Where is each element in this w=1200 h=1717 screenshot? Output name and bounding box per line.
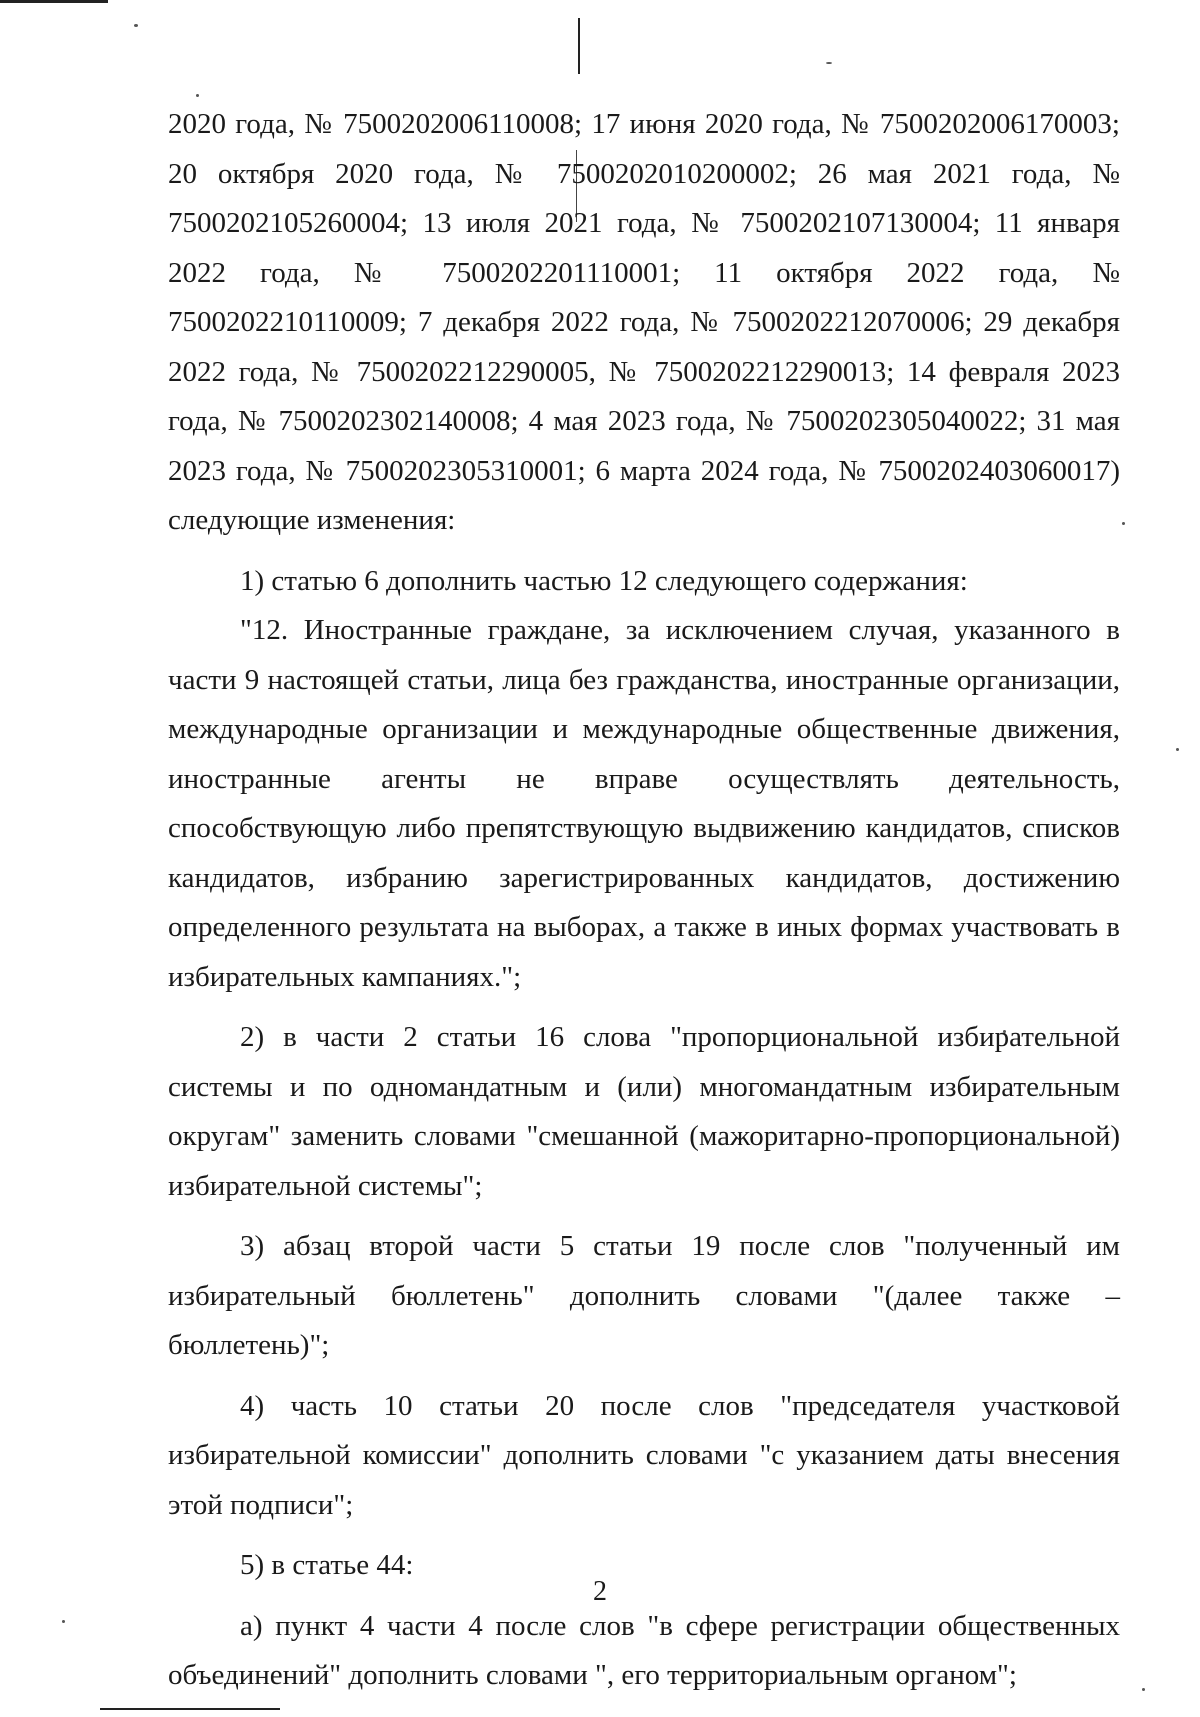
scan-artifact-binding-mark	[578, 18, 580, 74]
paragraph-item-5: 5) в статье 44:	[240, 1549, 414, 1581]
scan-speck	[134, 24, 138, 27]
paragraph-amendment-list: 2020 года, № 7500202006110008; 17 июня 2020 года, № 7500202006170003; 20 октября 2020 года, № 7500202010200002; 26 мая 2021 года, № 7500202105260004; 13 июля 2021 года, № 7500202107130004; 11 января 2022 года, № 7500202201110001; 11 октября 2022 года, № 7500202210110009; 7 декабря 2022 года, № 7500202212070006; 29 декабря 2022 года, № 7500202212290005, № 7500202212290013; 14 февраля 2023 года, № 7500202302140008; 4 мая 2023 года, № 7500202305040022; 31 мая 2023 года, № 7500202305310001; 6 марта 2024 года, № 7500202403060017) следующие изменения:	[168, 108, 1120, 536]
scan-artifact-top-left	[0, 0, 108, 3]
page-number: 2	[593, 1576, 607, 1607]
paragraph-item-1: 1) статью 6 дополнить частью 12 следующего содержания:	[240, 564, 968, 597]
document-body	[168, 100, 1120, 1701]
scan-artifact-bottom-left	[100, 1708, 280, 1710]
scan-speck	[196, 94, 199, 97]
scan-speck	[1142, 1688, 1145, 1691]
paragraph-item-2: 2) в части 2 статьи 16 слова "пропорциональной избирательной системы и по одномандатным и (или) многомандатным избирательным округам" заменить словами "смешанной (мажоритарно-пропорциональной) избирательной системы";	[168, 1021, 1120, 1202]
scan-speck	[1122, 522, 1125, 525]
scan-speck	[1176, 748, 1179, 751]
paragraph-item-4: 4) часть 10 статьи 20 после слов "председателя участковой избирательной комиссии" дополнить словами "с указанием даты внесения этой подписи";	[168, 1389, 1120, 1521]
scan-speck	[62, 1620, 65, 1623]
paragraph-item-5a: а) пункт 4 части 4 после слов "в сфере регистрации общественных объединений" дополнить словами ", его территориальным органом";	[168, 1609, 1120, 1691]
paragraph-item-1-text: "12. Иностранные граждане, за исключением случая, указанного в части 9 настоящей статьи, лица без гражданства, иностранные организации, международные организации и международные общественные движения, иностранные агенты не вправе осуществлять деятельность, способствующую либо препятствующую выдвижению кандидатов, списков кандидатов, избранию зарегистрированных кандидатов, достижению определенного результата на выборах, а также в иных формах участвовать в избирательных кампаниях.";	[168, 614, 1120, 993]
scan-speck	[826, 62, 832, 64]
paragraph-item-3: 3) абзац второй части 5 статьи 19 после слов "полученный им избирательный бюллетень" дополнить словами "(далее также – бюллетень)";	[168, 1230, 1120, 1361]
